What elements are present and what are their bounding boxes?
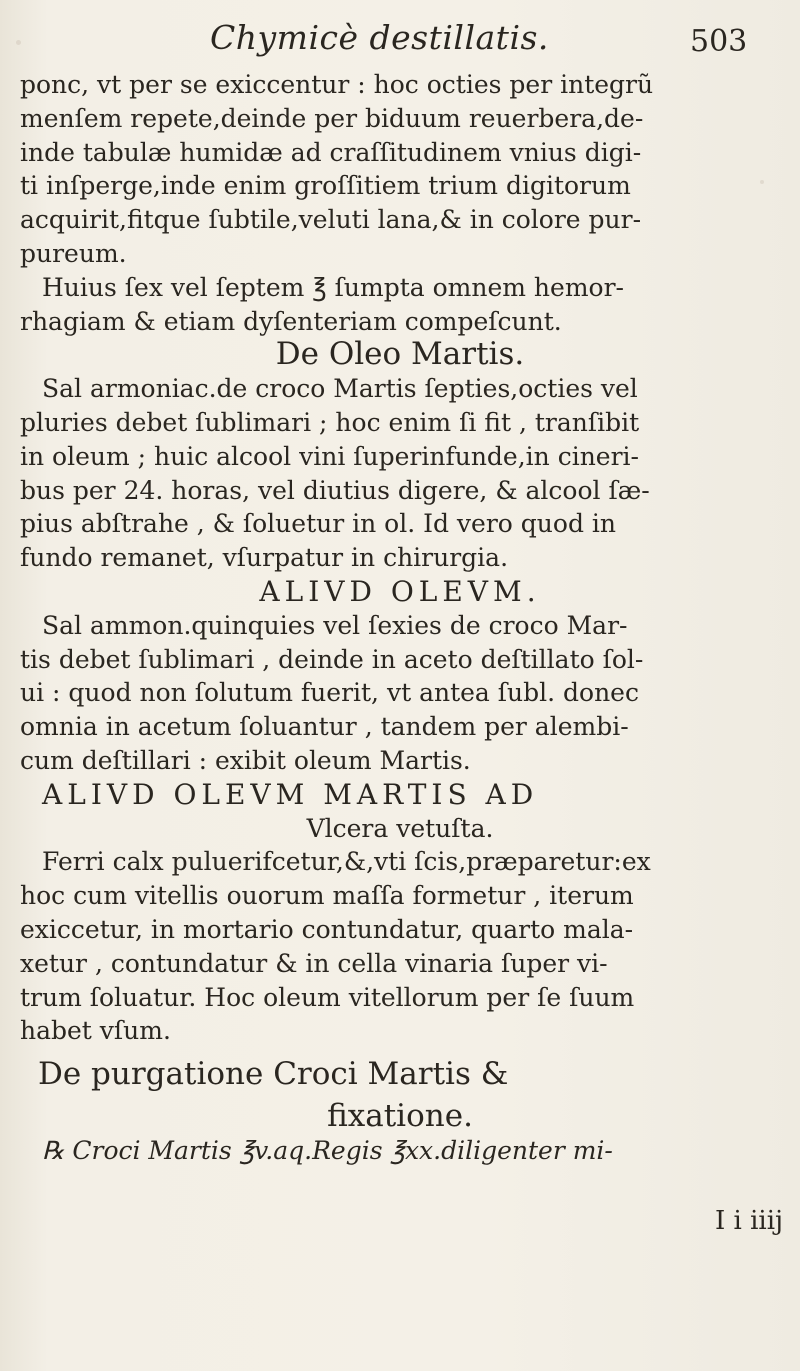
section-heading-aliud-oleum: ALIVD OLEVM.	[259, 574, 541, 608]
text-line: xetur , contundatur & in cella vinaria ſuper vi-	[20, 948, 608, 978]
text-line: habet vſum.	[20, 1016, 171, 1046]
text-line: exiccetur, in mortario contundatur, quarto mala-	[20, 914, 634, 944]
text-line: ui : quod non ſolutum fuerit, vt antea ſubl. donec	[20, 678, 639, 708]
text-line: pureum.	[20, 238, 127, 268]
text-line: pluries debet ſublimari ; hoc enim ſi fit , tranſibit	[20, 407, 640, 437]
text-line: ponc, vt per se exiccentur : hoc octies per integrũ	[20, 70, 654, 99]
text-line: bus per 24. horas, vel diutius digere, & alcool ſæ-	[20, 475, 650, 505]
text-line: Sal ammon.quinquies vel ſexies de croco Mar-	[42, 610, 628, 640]
text-line: cum deſtillari : exibit oleum Martis.	[20, 745, 471, 775]
text-line: ti inſperge,inde enim groſſitiem trium digitorum	[20, 171, 631, 201]
text-line: fundo remanet, vſurpatur in chirurgia.	[20, 543, 509, 573]
text-line: omnia in acetum ſoluantur , tandem per alembi-	[20, 712, 629, 742]
text-line: rhagiam & etiam dyſenteriam compeſcunt.	[20, 306, 562, 336]
section-subheading: Vlcera vetuſta.	[306, 813, 494, 843]
section-heading-aliud-oleum-martis: ALIVD OLEVM MARTIS AD	[42, 777, 539, 811]
signature-mark: I i iiij	[715, 1206, 784, 1236]
page-number: 503	[690, 24, 748, 59]
text-line: trum ſoluatur. Hoc oleum vitellorum per ſe ſuum	[20, 982, 635, 1012]
text-line: pius abſtrahe , & ſoluetur in ol. Id vero quod in	[20, 509, 616, 539]
text-line: acquirit,fitque ſubtile,veluti lana,& in colore pur-	[20, 205, 642, 235]
section-heading-fixatione: fixatione.	[327, 1100, 473, 1134]
body-text	[20, 68, 780, 1168]
text-line: Ferri calx puluerifcetur,&,vti ſcis,præparetur:ex	[42, 847, 651, 877]
running-title: Chymicè destillatis.	[210, 18, 549, 57]
text-line: hoc cum vitellis ouorum maſſa formetur , iterum	[20, 881, 634, 911]
page-header	[0, 14, 800, 62]
text-line: inde tabulæ humidæ ad craſſitudinem vnius digi-	[20, 137, 642, 167]
text-line: Huius ſex vel ſeptem ℥ ſumpta omnem hemor-	[42, 272, 624, 302]
recipe-line: ℞ Croci Martis ℥v.aq.Regis ℥xx.diligenter mi-	[42, 1135, 613, 1165]
section-heading-purgatione: De purgatione Croci Martis &	[38, 1056, 509, 1093]
text-line: Sal armoniac.de croco Martis ſepties,octies vel	[42, 374, 638, 404]
text-line: menſem repete,deinde per biduum reuerbera,de-	[20, 103, 644, 133]
text-line: tis debet ſublimari , deinde in aceto deſtillato ſol-	[20, 644, 644, 674]
section-heading-oleo-martis: De Oleo Martis.	[275, 338, 525, 373]
text-line: in oleum ; huic alcool vini ſuperinfunde,in cineri-	[20, 441, 639, 471]
